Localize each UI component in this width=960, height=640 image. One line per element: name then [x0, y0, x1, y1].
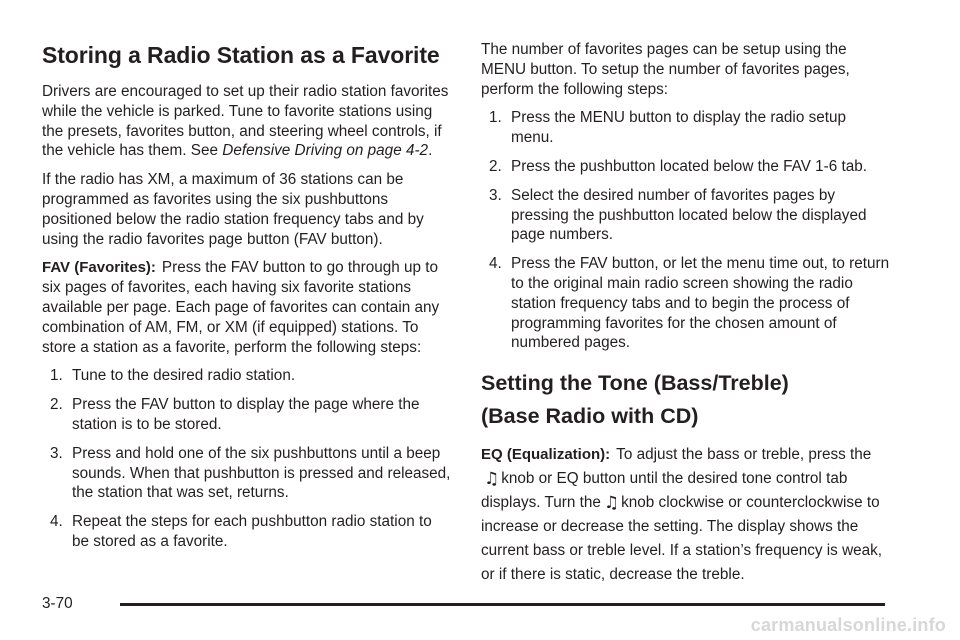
menu-steps-list [481, 108, 891, 353]
fav-paragraph [42, 258, 452, 357]
step-number: 4. [489, 255, 502, 273]
step-number: 1. [50, 367, 63, 385]
list-item [50, 366, 452, 386]
intro-paragraph [42, 82, 452, 161]
left-column [42, 40, 452, 561]
list-item [50, 512, 452, 552]
intro-end: . [428, 142, 433, 160]
favorite-steps-list [42, 366, 452, 551]
intro-text: Drivers are encouraged to set up their radio station favorites while the vehicle is parked. Tune to favorite stations using the presets, favorites button, and steering wheel controls, if the vehicle has them. See [42, 83, 449, 160]
eq-text-1: To adjust the bass or treble, press the [616, 446, 872, 464]
footer-rule [120, 603, 885, 606]
step-number: 3. [50, 444, 63, 462]
section-heading-tone [481, 367, 891, 433]
tone-heading-line1: Setting the Tone (Bass/Treble) [481, 371, 789, 396]
eq-label: EQ (Equalization): [481, 446, 611, 464]
step-number: 1. [489, 109, 502, 127]
eq-paragraph [481, 443, 891, 587]
watermark: carmanualsonline.info [750, 615, 946, 635]
xm-paragraph: If the radio has XM, a maximum of 36 stations can be programmed as favorites using the six pushbuttons positioned below the radio station frequency tabs and by using the radio favorites page button (FAV button). [42, 171, 424, 248]
step-text: Press the MENU button to display the radio setup menu. [511, 109, 847, 147]
list-item [489, 157, 891, 177]
step-number: 2. [50, 396, 63, 414]
fav-label: FAV (Favorites): [42, 259, 156, 277]
step-text: Press the FAV button to display the page where the station is to be stored. [72, 396, 420, 433]
step-number: 3. [489, 186, 502, 204]
section-heading-storing-favorite: Storing a Radio Station as a Favorite [42, 42, 440, 68]
step-text: Press and hold one of the six pushbuttons until a beep sounds. When that pushbutton is pressed and released, the station that was set, returns. [72, 444, 451, 502]
step-text: Press the FAV button, or let the menu time out, to return to the original main radio screen showing the radio station frequency tabs and to begin the process of programming favorites for the chosen amount of numbered pages. [511, 255, 890, 352]
fav-text: Press the FAV button to go through up to six pages of favorites, each having six favorite stations available per page. Each page of favorites can contain any combination of AM, FM, or XM (if equipped) stations. To store a station as a favorite, perform the following steps: [42, 259, 440, 356]
list-item [50, 444, 452, 503]
step-number: 4. [50, 513, 63, 531]
list-item [489, 186, 891, 245]
list-item [489, 254, 891, 353]
page-number: 3-70 [42, 595, 73, 612]
pages-intro-paragraph: The number of favorites pages can be setup using the MENU button. To setup the number of favorites pages, perform the following steps: [481, 41, 850, 98]
step-text: Tune to the desired radio station. [72, 367, 296, 385]
tone-heading-line2: (Base Radio with CD) [481, 404, 699, 429]
defensive-driving-link[interactable]: Defensive Driving on page 4-2 [222, 142, 429, 160]
step-text: Repeat the steps for each pushbutton radio station to be stored as a favorite. [72, 513, 432, 550]
list-item [489, 108, 891, 148]
right-column [481, 40, 891, 596]
step-text: Press the pushbutton located below the FAV 1-6 tab. [511, 157, 868, 175]
eq-text-3: knob clockwise or counterclockwise to increase or decrease the setting. The display shows the current bass or treble level. If a station’s frequency is weak, or if there is static, decrease the treble. [481, 494, 883, 584]
step-text: Select the desired number of favorites pages by pressing the pushbutton located below the displayed page numbers. [511, 186, 867, 244]
list-item [50, 395, 452, 435]
eq-text-2: knob or EQ button until the desired tone control tab displays. Turn the [481, 470, 848, 512]
step-number: 2. [489, 157, 502, 175]
music-note-knob-icon: ♫ [603, 493, 620, 514]
music-note-knob-icon: ♫ [484, 469, 500, 490]
